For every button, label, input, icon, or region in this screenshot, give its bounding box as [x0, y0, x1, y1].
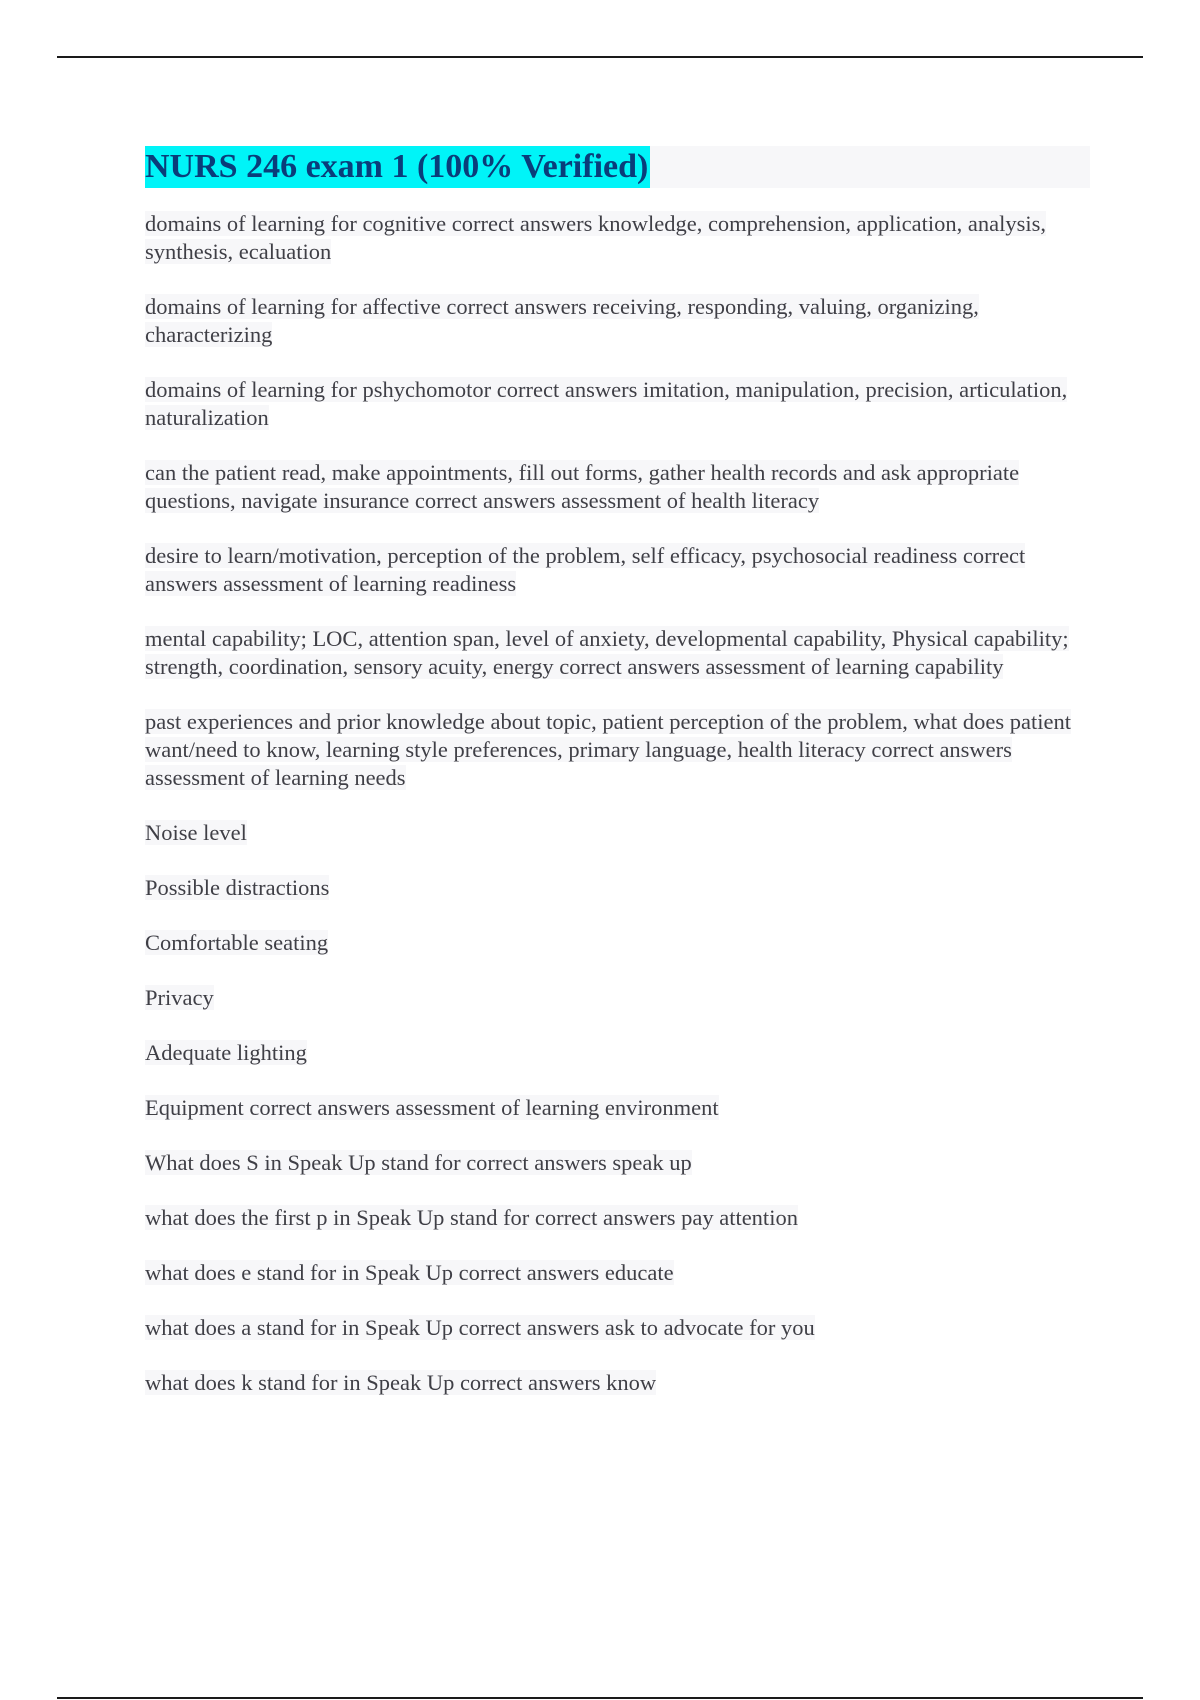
entry-text: what does the first p in Speak Up stand for correct answers pay attention	[145, 1205, 798, 1230]
list-item	[145, 625, 1090, 681]
list-item	[145, 1314, 1090, 1342]
entry-text: what does e stand for in Speak Up correct answers educate	[145, 1260, 674, 1285]
document-body	[145, 146, 1090, 1424]
title-band	[145, 146, 1090, 188]
entry-text: Privacy	[145, 985, 214, 1010]
list-item	[145, 1039, 1090, 1067]
entry-text: Adequate lighting	[145, 1040, 307, 1065]
entry-text: what does a stand for in Speak Up correct answers ask to advocate for you	[145, 1315, 815, 1340]
page-top-rule	[57, 56, 1143, 58]
entry-text: desire to learn/motivation, perception of the problem, self efficacy, psychosocial readiness correct answers assessment of learning readiness	[145, 543, 1026, 596]
entry-text: Equipment correct answers assessment of learning environment	[145, 1095, 719, 1120]
list-item	[145, 459, 1090, 515]
entry-text: can the patient read, make appointments, fill out forms, gather health records and ask appropriate questions, navigate insurance correct answers assessment of health literacy	[145, 460, 1020, 513]
list-item	[145, 1149, 1090, 1177]
entry-text: mental capability; LOC, attention span, level of anxiety, developmental capability, Physical capability; strength, coordination, sensory acuity, energy correct answers assessment of learning capability	[145, 626, 1069, 679]
entry-text: Noise level	[145, 820, 247, 845]
list-item	[145, 542, 1090, 598]
list-item	[145, 293, 1090, 349]
list-item	[145, 210, 1090, 266]
list-item	[145, 874, 1090, 902]
entry-text: past experiences and prior knowledge about topic, patient perception of the problem, what does patient want/need to know, learning style preferences, primary language, health literacy correct answers assessment of learning needs	[145, 709, 1071, 790]
list-item	[145, 819, 1090, 847]
document-title: NURS 246 exam 1 (100% Verified)	[145, 146, 650, 188]
flashcard-list	[145, 210, 1090, 1397]
entry-text: domains of learning for pshychomotor correct answers imitation, manipulation, precision, articulation, naturalization	[145, 377, 1068, 430]
list-item	[145, 929, 1090, 957]
page-bottom-rule	[57, 1697, 1143, 1699]
entry-text: Comfortable seating	[145, 930, 329, 955]
entry-text: domains of learning for cognitive correct answers knowledge, comprehension, application, analysis, synthesis, ecaluation	[145, 211, 1046, 264]
list-item	[145, 984, 1090, 1012]
entry-text: Possible distractions	[145, 875, 330, 900]
list-item	[145, 708, 1090, 792]
list-item	[145, 1204, 1090, 1232]
entry-text: domains of learning for affective correct answers receiving, responding, valuing, organizing, characterizing	[145, 294, 979, 347]
entry-text: what does k stand for in Speak Up correct answers know	[145, 1370, 657, 1395]
list-item	[145, 1259, 1090, 1287]
list-item	[145, 1094, 1090, 1122]
list-item	[145, 376, 1090, 432]
entry-text: What does S in Speak Up stand for correct answers speak up	[145, 1150, 692, 1175]
list-item	[145, 1369, 1090, 1397]
